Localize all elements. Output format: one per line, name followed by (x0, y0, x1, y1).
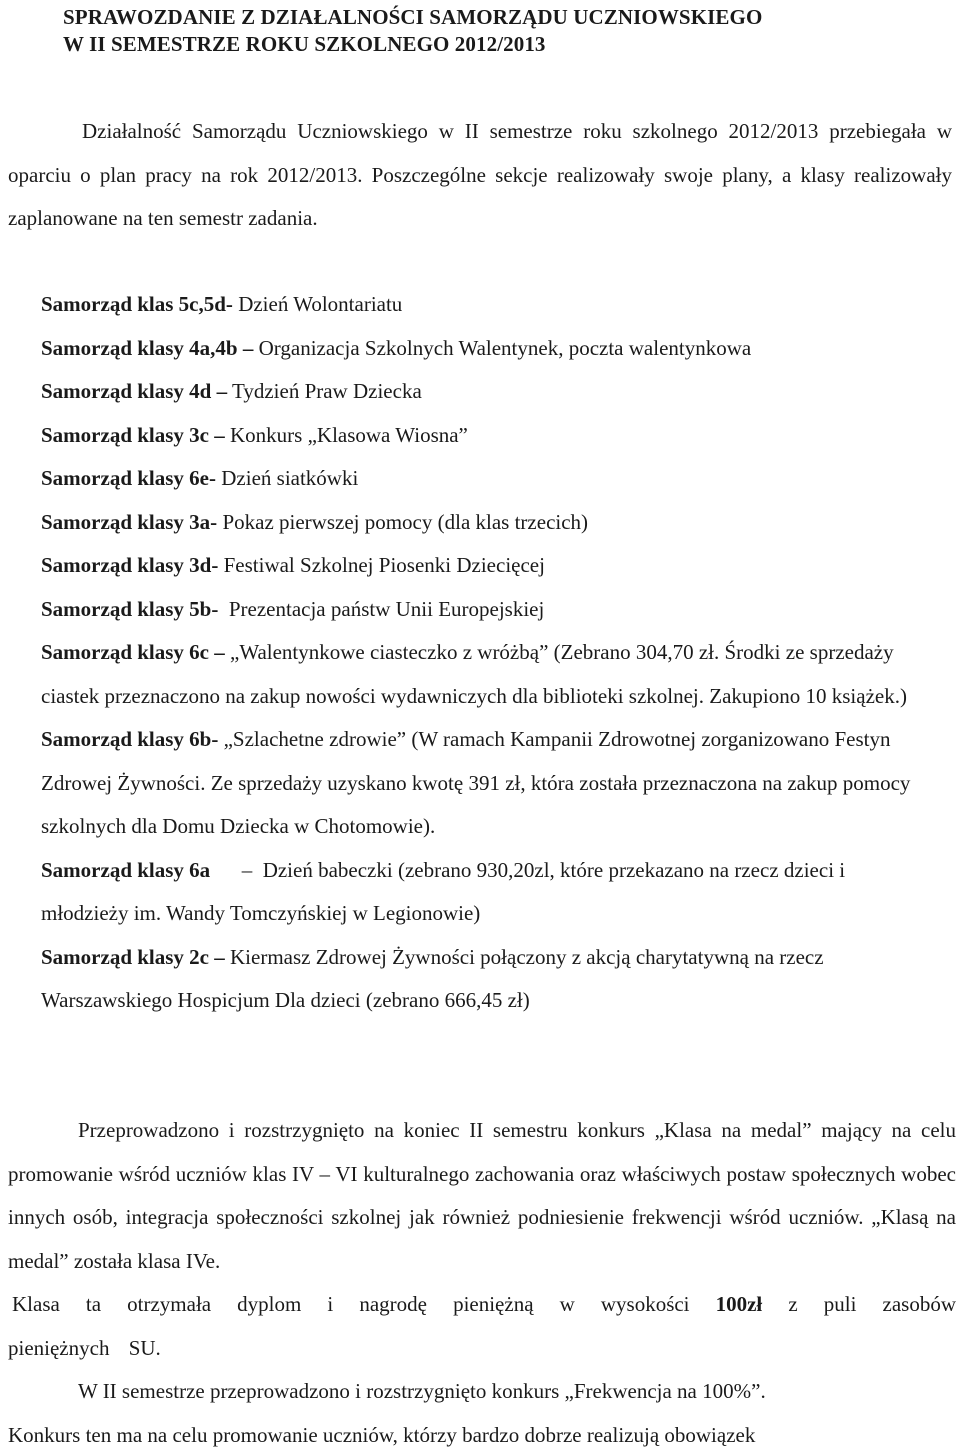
activity-label: Samorząd klasy 3d- (41, 553, 219, 577)
activity-item (41, 936, 921, 1023)
activities-list (41, 283, 921, 1023)
activity-item (41, 588, 921, 632)
activity-item (41, 849, 921, 936)
activity-item (41, 631, 921, 718)
activity-label: Samorząd klasy 2c – (41, 944, 225, 969)
activity-text: Organizacja Szkolnych Walentynek, poczta walentynkowa (253, 335, 752, 360)
activity-text: „Szlachetne zdrowie” (W ramach Kampanii Zdrowotnej zorganizowano Festyn Zdrowej Żywności. Ze sprzedaży uzyskano kwotę 391 zł, która została przeznaczona na zakup pomocy szkolnych dla Domu Dziecka w Chotomowie). (41, 727, 911, 838)
prize-amount: 100zł (715, 1292, 763, 1316)
activity-text: Konkurs „Klasowa Wiosna” (224, 422, 468, 447)
contest-paragraph: Przeprowadzono i rozstrzygnięto na koniec II semestru konkurs „Klasa na medal” mający na celu promowanie wśród uczniów klas IV – VI kulturalnego zachowania oraz właściwych postaw społecznych wobec innych osób, integracja społeczności szkolnej jak również podniesienie frekwencji wśród uczniów. „Klasą na medal” została klasa IVe. (8, 1118, 956, 1273)
activity-label: Samorząd klasy 6e- (41, 466, 216, 490)
activity-item (41, 327, 921, 371)
activity-text: „Walentynkowe ciasteczko z wróżbą” (Zebrano 304,70 zł. Środki ze sprzedaży ciastek przeznaczono na zakup nowości wydawniczych dla biblioteki szkolnej. Zakupiono 10 książek.) (41, 640, 907, 708)
attendance-contest-paragraph: W II semestrze przeprowadzono i rozstrzygnięto konkurs „Frekwencja na 100%”. (78, 1379, 766, 1403)
activity-item (41, 718, 921, 849)
prize-text-after: z puli zasobów pieniężnych SU. (8, 1292, 956, 1360)
activity-text: – Dzień babeczki (zebrano 930,20zl, które przekazano na rzecz dzieci i młodzieży im. Wandy Tomczyńskiej w Legionowie) (41, 857, 851, 925)
activity-text: Dzień Wolontariatu (232, 292, 403, 316)
activity-item (41, 283, 921, 327)
activity-label: Samorząd klasy 6b- (41, 727, 219, 751)
activity-text: Festiwal Szkolnej Piosenki Dziecięcej (218, 553, 545, 577)
activity-text: Dzień siatkówki (216, 466, 359, 490)
activity-item (41, 544, 921, 588)
activity-label: Samorząd klasy 6c – (41, 640, 225, 664)
activity-label: Samorząd klasy 3a- (41, 509, 218, 534)
activity-label: Samorząd klasy 4d – (41, 379, 228, 403)
activity-text: Tydzień Praw Dziecka (227, 379, 422, 403)
activity-text: Kiermasz Zdrowej Żywności połączony z akcją charytatywną na rzecz Warszawskiego Hospicjum Dla dzieci (zebrano 666,45 zł) (41, 944, 824, 1012)
activity-label: Samorząd klasy 3c – (41, 422, 225, 447)
activity-item (41, 457, 921, 501)
activity-label: Samorząd klasy 5b- (41, 596, 219, 621)
activity-item (41, 414, 921, 458)
activity-text: Pokaz pierwszej pomocy (dla klas trzecich) (217, 509, 589, 534)
activity-text: Prezentacja państw Unii Europejskiej (218, 596, 545, 621)
intro-paragraph: Działalność Samorządu Uczniowskiego w II semestrze roku szkolnego 2012/2013 przebiegała w oparciu o plan pracy na rok 2012/2013. Poszczególne sekcje realizowały swoje plany, a klasy realizowały zaplanowane na ten semestr zadania. (8, 119, 952, 230)
report-title-line-1: SPRAWOZDANIE Z DZIAŁALNOŚCI SAMORZĄDU UCZNIOWSKIEGO (63, 5, 763, 29)
intro-section (8, 110, 952, 241)
activity-label: Samorząd klasy 6a (41, 857, 211, 882)
activity-item (41, 370, 921, 414)
prize-text-before: Klasa ta otrzymała dyplom i nagrodę pieniężną w wysokości (12, 1292, 716, 1316)
attendance-contest-continuation: Konkurs ten ma na celu promowanie uczniów, którzy bardzo dobrze realizują obowiązek (8, 1422, 756, 1447)
activity-label: Samorząd klas 5c,5d- (41, 292, 233, 316)
report-title-line-2: W II SEMESTRZE ROKU SZKOLNEGO 2012/2013 (63, 32, 546, 56)
activity-item (41, 501, 921, 545)
closing-section (8, 1109, 956, 1452)
prize-paragraph (8, 1283, 956, 1370)
activity-label: Samorząd klasy 4a,4b – (41, 335, 254, 360)
